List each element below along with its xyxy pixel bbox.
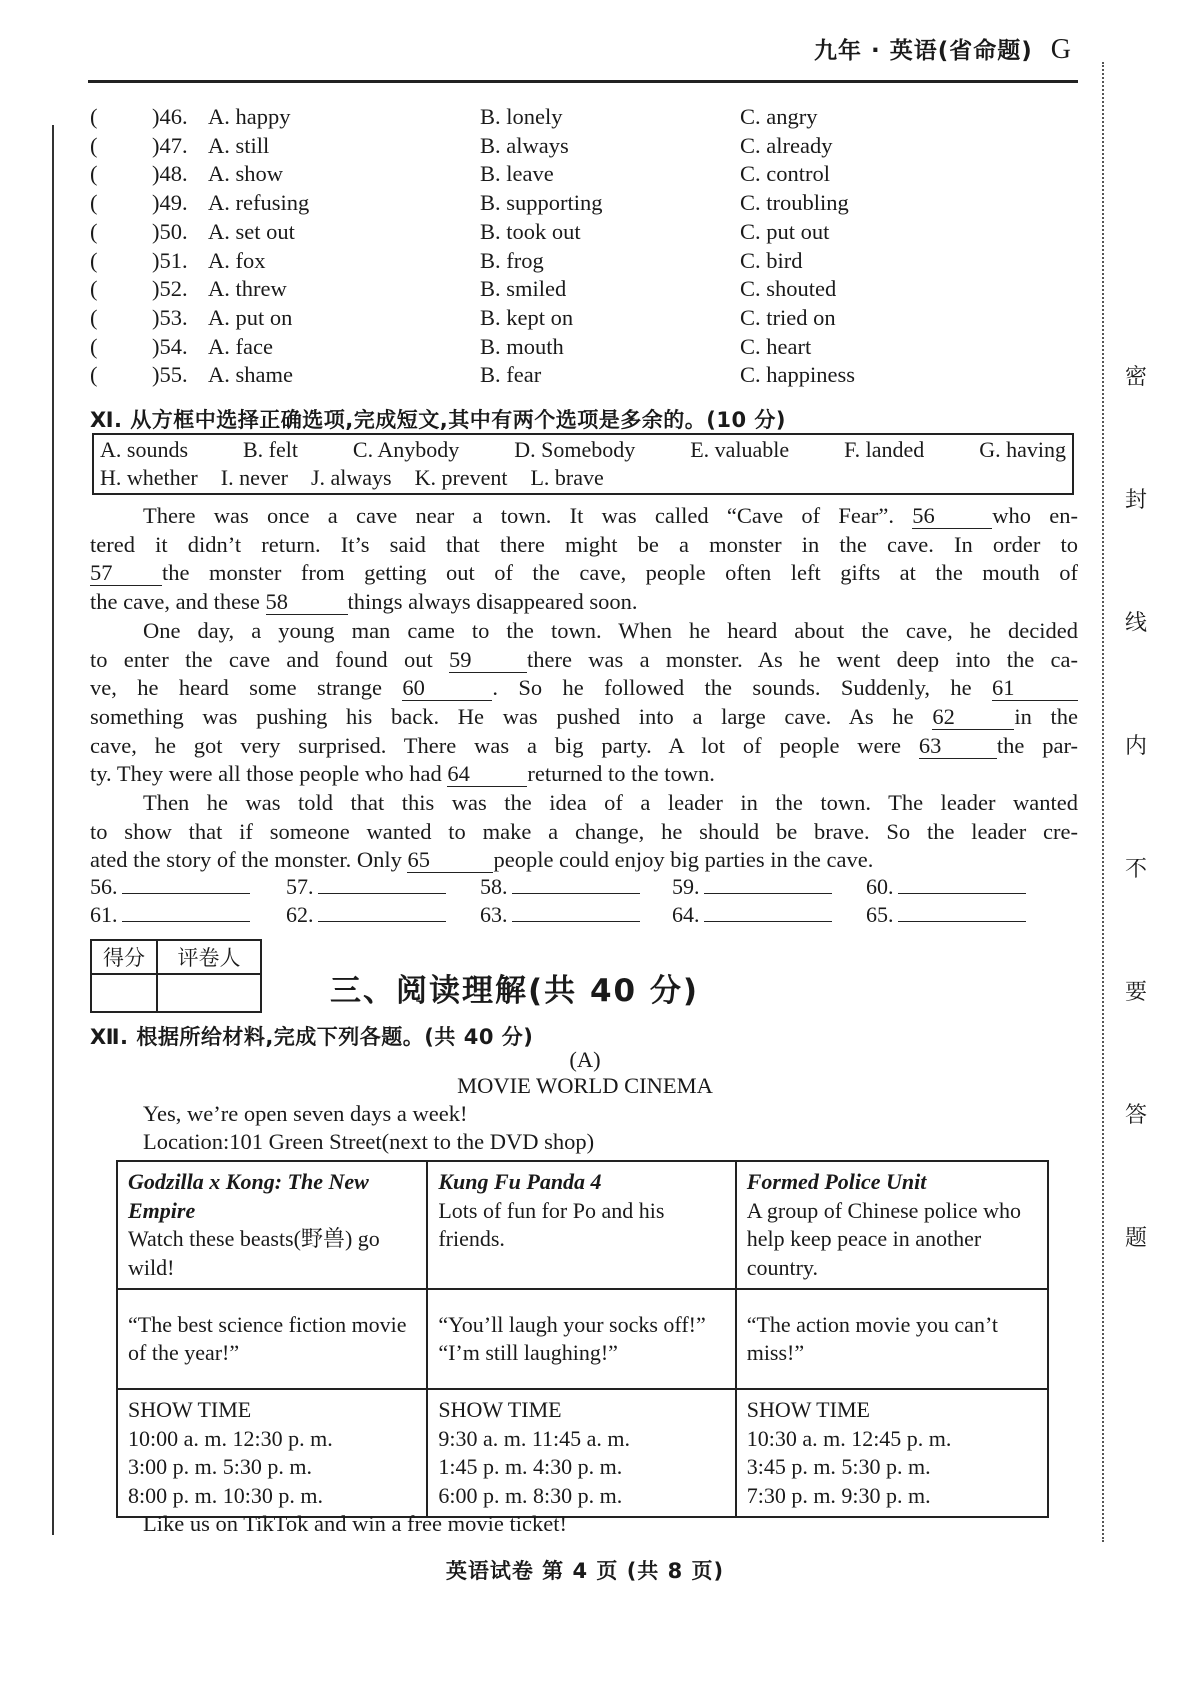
- passage-line: [90, 703, 1078, 732]
- word-choice: J. always: [310, 465, 392, 490]
- answer-paren[interactable]: (: [90, 132, 98, 158]
- showtime-label: SHOW TIME: [128, 1397, 252, 1422]
- option-c: C. control: [740, 161, 830, 187]
- answer-line[interactable]: [512, 902, 640, 922]
- word-choice-row: [100, 464, 1066, 492]
- answer-paren[interactable]: (: [90, 218, 98, 244]
- option-c: C. bird: [740, 247, 803, 273]
- showtime-label: SHOW TIME: [746, 1397, 870, 1422]
- movie-title: Formed Police Unit: [746, 1169, 927, 1194]
- answer-slot[interactable]: [90, 902, 250, 928]
- blank-62: 62: [932, 705, 1014, 730]
- word-choice: D. Somebody: [514, 437, 636, 462]
- passage-text: There was once a cave near a town. It was called “Cave of Fear”.: [143, 503, 894, 528]
- mc-question: [90, 275, 1090, 304]
- movie-review: [427, 1289, 735, 1389]
- showtime-cell: [117, 1389, 427, 1517]
- word-choice-row: [100, 436, 1066, 464]
- showtime: 9:30 a. m. 11:45 a. m.: [438, 1425, 630, 1451]
- option-b: B. leave: [480, 161, 554, 187]
- word-choice: B. felt: [242, 437, 298, 462]
- seal-char: 线: [1124, 611, 1147, 636]
- showtime-label: SHOW TIME: [438, 1397, 562, 1422]
- passage-text: to enter the cave and found out: [90, 646, 433, 672]
- option-b: B. always: [480, 132, 569, 158]
- question-number: )48.: [152, 161, 188, 187]
- mc-question: [90, 189, 1090, 218]
- showtime-row: [117, 1389, 1048, 1517]
- review-quote: “The best science fiction movie of the year!”: [128, 1311, 407, 1365]
- option-b: B. mouth: [480, 333, 564, 359]
- header-rule: [88, 80, 1078, 83]
- blank-56: 56: [912, 504, 992, 529]
- option-b: B. fear: [480, 362, 542, 388]
- showtime: 6:00 p. m. 8:30 p. m.: [438, 1482, 623, 1508]
- movie-title: Godzilla x Kong: The New Empire: [128, 1169, 369, 1223]
- answer-label: 59.: [672, 874, 700, 899]
- word-choice: C. Anybody: [352, 437, 460, 462]
- option-b: B. smiled: [480, 276, 567, 302]
- mc-question: [90, 361, 1090, 390]
- passage-line: to show that if someone wanted to make a change, he should be brave. So the leader cre-: [90, 818, 1078, 844]
- word-choice: I. never: [220, 465, 288, 490]
- seal-char: 答: [1124, 1103, 1147, 1128]
- movie-table: [116, 1160, 1049, 1518]
- passage-line: Then he was told that this was the idea of a leader in the town. The leader wanted: [143, 790, 1078, 815]
- question-number: )47.: [152, 132, 188, 158]
- option-a: A. still: [208, 132, 270, 158]
- mc-question: [90, 304, 1090, 333]
- movie-info-row: [117, 1161, 1048, 1289]
- answer-slot[interactable]: [672, 902, 832, 928]
- showtime: 8:00 p. m. 10:30 p. m.: [128, 1482, 323, 1508]
- passage-text: the monster from getting out of the cave, people often left gifts at the mouth of: [162, 560, 1078, 586]
- passage-line: [90, 846, 1078, 875]
- word-choice: K. prevent: [414, 465, 508, 490]
- passage-label: (A): [569, 1047, 601, 1072]
- option-a: A. put on: [208, 304, 293, 330]
- option-a: A. face: [208, 333, 273, 359]
- answer-label: 60.: [866, 874, 894, 899]
- passage-line: [90, 502, 1078, 531]
- answer-label: 63.: [480, 902, 508, 927]
- passage-text: returned to the town.: [527, 761, 715, 787]
- cinema-name: MOVIE WORLD CINEMA: [457, 1073, 713, 1098]
- answer-label: 57.: [286, 874, 314, 899]
- showtime: 3:45 p. m. 5:30 p. m.: [746, 1454, 931, 1479]
- seal-char: 密: [1124, 365, 1147, 390]
- passage-text: ated the story of the monster. Only: [90, 847, 402, 873]
- option-c: C. heart: [740, 333, 812, 359]
- option-b: B. kept on: [480, 304, 574, 330]
- passage-text: people could enjoy big parties in the cave.: [493, 847, 874, 873]
- blank-60: 60: [402, 676, 492, 701]
- answer-label: 58.: [480, 874, 508, 899]
- passage-line: [90, 588, 1078, 617]
- answer-label: 61.: [90, 902, 118, 927]
- movie-desc: Lots of fun for Po and his friends.: [438, 1197, 665, 1251]
- seal-char: 内: [1124, 734, 1147, 759]
- answer-paren[interactable]: (: [90, 190, 98, 216]
- answer-label: 56.: [90, 874, 118, 899]
- answer-line[interactable]: [898, 874, 1026, 894]
- answer-line[interactable]: [512, 874, 640, 894]
- passage-text: the cave, and these: [90, 589, 260, 615]
- answer-paren[interactable]: (: [90, 104, 98, 129]
- passage-line: tered it didn’t return. It’s said that there might be a monster in the cave. In order to: [90, 531, 1078, 557]
- left-binding-line: [52, 125, 54, 1535]
- answer-line[interactable]: [704, 902, 832, 922]
- passage-line: [90, 674, 1078, 703]
- answer-line[interactable]: [898, 902, 1026, 922]
- option-c: C. already: [740, 132, 833, 158]
- option-b: B. frog: [480, 247, 544, 273]
- option-a: A. fox: [208, 247, 266, 273]
- answer-line[interactable]: [318, 874, 446, 894]
- passage-text: who en-: [992, 503, 1078, 528]
- answer-paren[interactable]: (: [90, 161, 98, 187]
- question-number: )55.: [152, 362, 188, 388]
- showtime-cell: [736, 1389, 1048, 1517]
- movie-title: Kung Fu Panda 4: [438, 1169, 602, 1194]
- movie-card: [427, 1161, 735, 1289]
- blank-65: 65: [407, 848, 493, 873]
- question-number: )52.: [152, 276, 188, 302]
- answer-paren[interactable]: (: [90, 247, 98, 273]
- page-header: [814, 32, 1072, 66]
- version-letter: G: [1050, 34, 1072, 65]
- review-quote: “I’m still laughing!”: [438, 1340, 618, 1365]
- closing-line: Like us on TikTok and win a free movie ticket!: [143, 1511, 567, 1536]
- passage-text: something was pushing his back. He was pushed into a large cave. As he: [90, 703, 914, 729]
- answer-slot[interactable]: [866, 902, 1026, 928]
- score-label: 得分: [91, 940, 157, 974]
- passage-line: [90, 732, 1078, 761]
- passage-line: [90, 760, 1078, 789]
- passage-line: One day, a young man came to the town. When he heard about the cave, he decided: [143, 617, 1078, 643]
- question-number: )49.: [152, 190, 188, 216]
- question-number: )51.: [152, 247, 188, 273]
- score-cell[interactable]: [91, 974, 157, 1012]
- option-c: C. angry: [740, 104, 818, 129]
- answer-line[interactable]: [122, 902, 250, 922]
- showtime: 7:30 p. m. 9:30 p. m.: [746, 1482, 931, 1508]
- answer-label: 62.: [286, 902, 314, 927]
- part3-title: 三、阅读理解(共 40 分): [330, 973, 700, 1009]
- passage-text: . So he followed the sounds. Suddenly, he: [492, 675, 972, 701]
- movie-review-row: [117, 1289, 1048, 1389]
- answer-paren[interactable]: (: [90, 362, 98, 388]
- passage-text: in the: [1014, 703, 1078, 729]
- word-choice: F. landed: [844, 437, 925, 462]
- word-choice: H. whether: [100, 465, 198, 490]
- movie-card: [117, 1161, 427, 1289]
- mc-question: [90, 333, 1090, 362]
- mc-question: [90, 103, 1090, 132]
- option-b: B. supporting: [480, 190, 603, 216]
- question-number: )50.: [152, 218, 188, 244]
- option-c: C. troubling: [740, 190, 849, 216]
- open-line: Yes, we’re open seven days a week!: [143, 1101, 468, 1126]
- answer-line[interactable]: [122, 874, 250, 894]
- seal-char: 封: [1124, 488, 1147, 513]
- option-c: C. put out: [740, 218, 830, 244]
- showtime: 1:45 p. m. 4:30 p. m.: [438, 1454, 623, 1479]
- answer-slot[interactable]: [480, 874, 640, 900]
- section-12-title: Ⅻ. 根据所给材料,完成下列各题。(共 40 分): [90, 1025, 534, 1049]
- answer-slot[interactable]: [480, 902, 640, 928]
- option-a: A. happy: [208, 104, 291, 129]
- answer-slot[interactable]: [286, 874, 446, 900]
- answer-paren[interactable]: (: [90, 304, 98, 330]
- answer-label: 65.: [866, 902, 894, 927]
- score-box: [90, 939, 262, 1013]
- seal-char: 不: [1124, 857, 1147, 882]
- option-a: A. show: [208, 161, 284, 187]
- movie-desc: A group of Chinese police who help keep peace in another country.: [746, 1197, 1022, 1280]
- grader-label: 评卷人: [157, 940, 261, 974]
- blank-59: 59: [449, 648, 527, 673]
- grader-cell[interactable]: [157, 974, 261, 1012]
- blank-63: 63: [919, 734, 997, 759]
- mc-question: [90, 218, 1090, 247]
- answer-label: 64.: [672, 902, 700, 927]
- passage-text: ve, he heard some strange: [90, 675, 383, 701]
- showtime-cell: [427, 1389, 735, 1517]
- mc-question: [90, 247, 1090, 276]
- movie-desc: Watch these beasts(野兽) go wild!: [128, 1226, 380, 1280]
- section-11-title: Ⅺ. 从方框中选择正确选项,完成短文,其中有两个选项是多余的。(10 分): [90, 408, 786, 432]
- option-c: C. happiness: [740, 362, 855, 388]
- blank-58: 58: [266, 590, 348, 615]
- seal-text: [1118, 360, 1154, 1344]
- word-choice: A. sounds: [100, 437, 189, 462]
- header-title: 九年 · 英语(省命题): [813, 38, 1033, 64]
- blank-61: 61: [992, 676, 1078, 701]
- word-choice: L. brave: [530, 465, 604, 490]
- passage-text: cave, he got very surprised. There was a big party. A lot of people were: [90, 732, 902, 758]
- word-choice-box: [92, 433, 1074, 495]
- showtime: 3:00 p. m. 5:30 p. m.: [128, 1454, 312, 1479]
- showtime: 10:30 a. m. 12:45 p. m.: [746, 1425, 952, 1451]
- word-choice: E. valuable: [690, 437, 790, 462]
- showtime: 10:00 a. m. 12:30 p. m.: [128, 1425, 333, 1451]
- movie-card: [736, 1161, 1048, 1289]
- seal-dotted-line: [1102, 62, 1104, 1542]
- page-footer: 英语试卷 第 4 页 (共 8 页): [445, 1559, 725, 1583]
- option-a: A. shame: [208, 362, 293, 388]
- answer-slot[interactable]: [286, 902, 446, 928]
- answer-line[interactable]: [704, 874, 832, 894]
- passage-text: things always disappeared soon.: [347, 589, 638, 615]
- option-a: A. threw: [208, 276, 287, 302]
- answer-slot[interactable]: [866, 874, 1026, 900]
- blank-57: 57: [90, 561, 162, 586]
- mc-question: [90, 160, 1090, 189]
- passage-text: ty. They were all those people who had: [90, 761, 442, 787]
- option-a: A. set out: [208, 218, 295, 244]
- word-choice: G. having: [979, 437, 1066, 462]
- question-number: )53.: [152, 304, 188, 330]
- answer-line[interactable]: [318, 902, 446, 922]
- answer-paren[interactable]: (: [90, 276, 98, 302]
- option-b: B. lonely: [480, 104, 563, 129]
- blank-64: 64: [447, 762, 527, 787]
- mc-question: [90, 132, 1090, 161]
- passage-text: the par-: [996, 732, 1078, 758]
- movie-review: [117, 1289, 427, 1389]
- movie-review: [736, 1289, 1048, 1389]
- option-b: B. took out: [480, 218, 581, 244]
- seal-char: 题: [1124, 1226, 1147, 1251]
- option-c: C. tried on: [740, 304, 836, 330]
- question-number: )54.: [152, 333, 188, 359]
- question-number: )46.: [152, 104, 188, 129]
- answer-slot[interactable]: [672, 874, 832, 900]
- location-line: Location:101 Green Street(next to the DVD shop): [143, 1129, 595, 1154]
- option-c: C. shouted: [740, 276, 837, 302]
- review-quote: “You’ll laugh your socks off!”: [438, 1311, 706, 1337]
- answer-paren[interactable]: (: [90, 333, 98, 359]
- passage-text: there was a monster. As he went deep into the ca-: [527, 646, 1079, 672]
- seal-char: 要: [1124, 980, 1147, 1005]
- passage-line: [90, 559, 1078, 588]
- answer-slot[interactable]: [90, 874, 250, 900]
- review-quote: “The action movie you can’t miss!”: [746, 1311, 998, 1365]
- passage-line: [90, 646, 1078, 675]
- option-a: A. refusing: [208, 190, 310, 216]
